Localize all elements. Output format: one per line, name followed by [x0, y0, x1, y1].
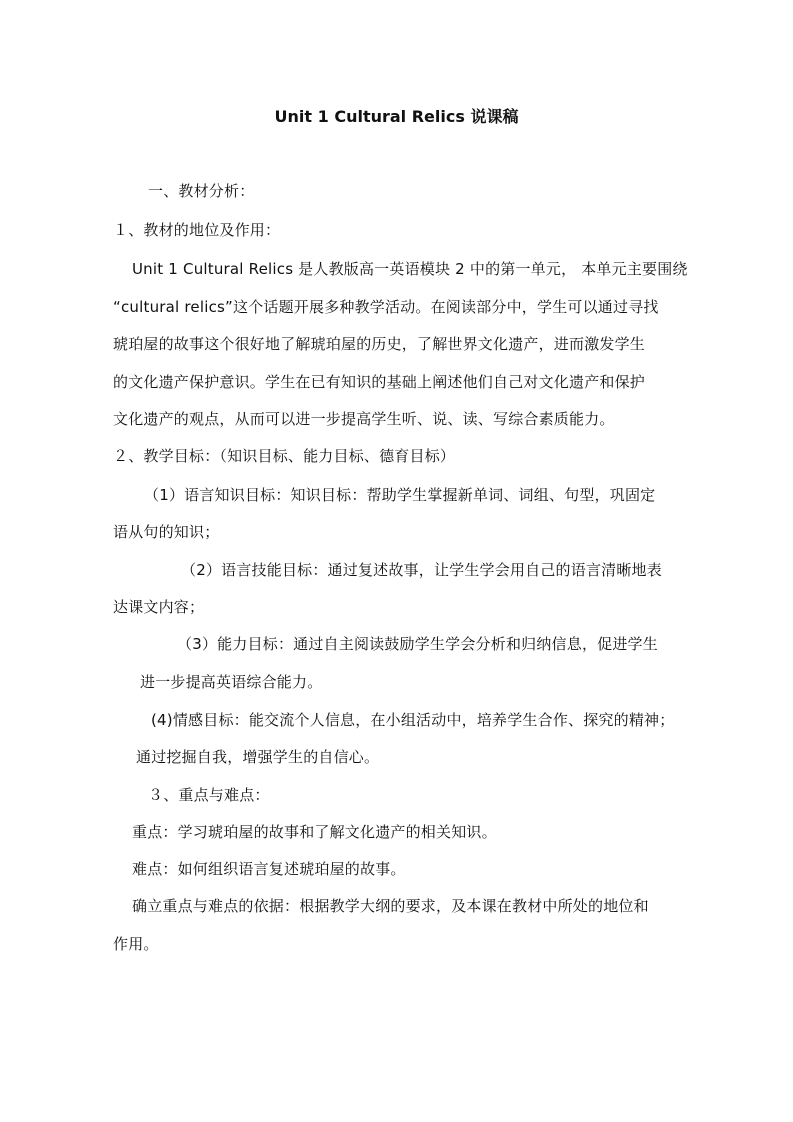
paragraph-line: 的文化遗产保护意识。学生在已有知识的基础上阐述他们自己对文化遗产和保护 [113, 373, 646, 391]
key-point-text: 重点：学习琥珀屋的故事和了解文化遗产的相关知识。 [132, 823, 497, 841]
goal-item-ability: （3）能力目标：通过自主阅读鼓励学生学会分析和归纳信息，促进学生 [177, 635, 658, 653]
paragraph-line: “cultural relics”这个话题开展多种教学活动。在阅读部分中，学生可以通过寻找 [113, 298, 659, 316]
goal-item-emotion: (4)情感目标：能交流个人信息，在小组活动中，培养学生合作、探究的精神； [151, 711, 675, 729]
subheading-status-and-role: １、教材的地位及作用： [113, 221, 281, 239]
basis-text-continuation: 作用。 [113, 935, 159, 953]
paragraph-line: Unit 1 Cultural Relics 是人教版高一英语模块 2 中的第一单元， 本单元主要围绕 [132, 260, 688, 278]
paragraph-line: 琥珀屋的故事这个很好地了解琥珀屋的历史，了解世界文化遗产，进而激发学生 [113, 335, 646, 353]
basis-text: 确立重点与难点的依据：根据教学大纲的要求，及本课在教材中所处的地位和 [132, 897, 649, 915]
difficult-point-text: 难点：如何组织语言复述琥珀屋的故事。 [132, 860, 406, 878]
goal-item-continuation: 语从句的知识； [113, 523, 220, 541]
goal-item-language-knowledge: （1）语言知识目标：知识目标：帮助学生掌握新单词、词组、句型，巩固定 [144, 486, 656, 504]
subheading-teaching-goals: ２、教学目标：（知识目标、能力目标、德育目标） [113, 447, 456, 465]
document-title: Unit 1 Cultural Relics 说课稿 [274, 107, 519, 126]
goal-item-continuation: 进一步提高英语综合能力。 [140, 673, 323, 691]
paragraph-line: 文化遗产的观点，从而可以进一步提高学生听、说、读、写综合素质能力。 [113, 410, 615, 428]
goal-item-continuation: 达课文内容； [113, 598, 205, 616]
goal-item-continuation: 通过挖掘自我，增强学生的自信心。 [136, 748, 380, 766]
section-heading-textbook-analysis: 一、教材分析： [148, 182, 255, 200]
subheading-key-and-difficult-points: ３、重点与难点： [148, 786, 270, 804]
goal-item-language-skills: （2）语言技能目标：通过复述故事，让学生学会用自己的语言清晰地表 [181, 561, 662, 579]
